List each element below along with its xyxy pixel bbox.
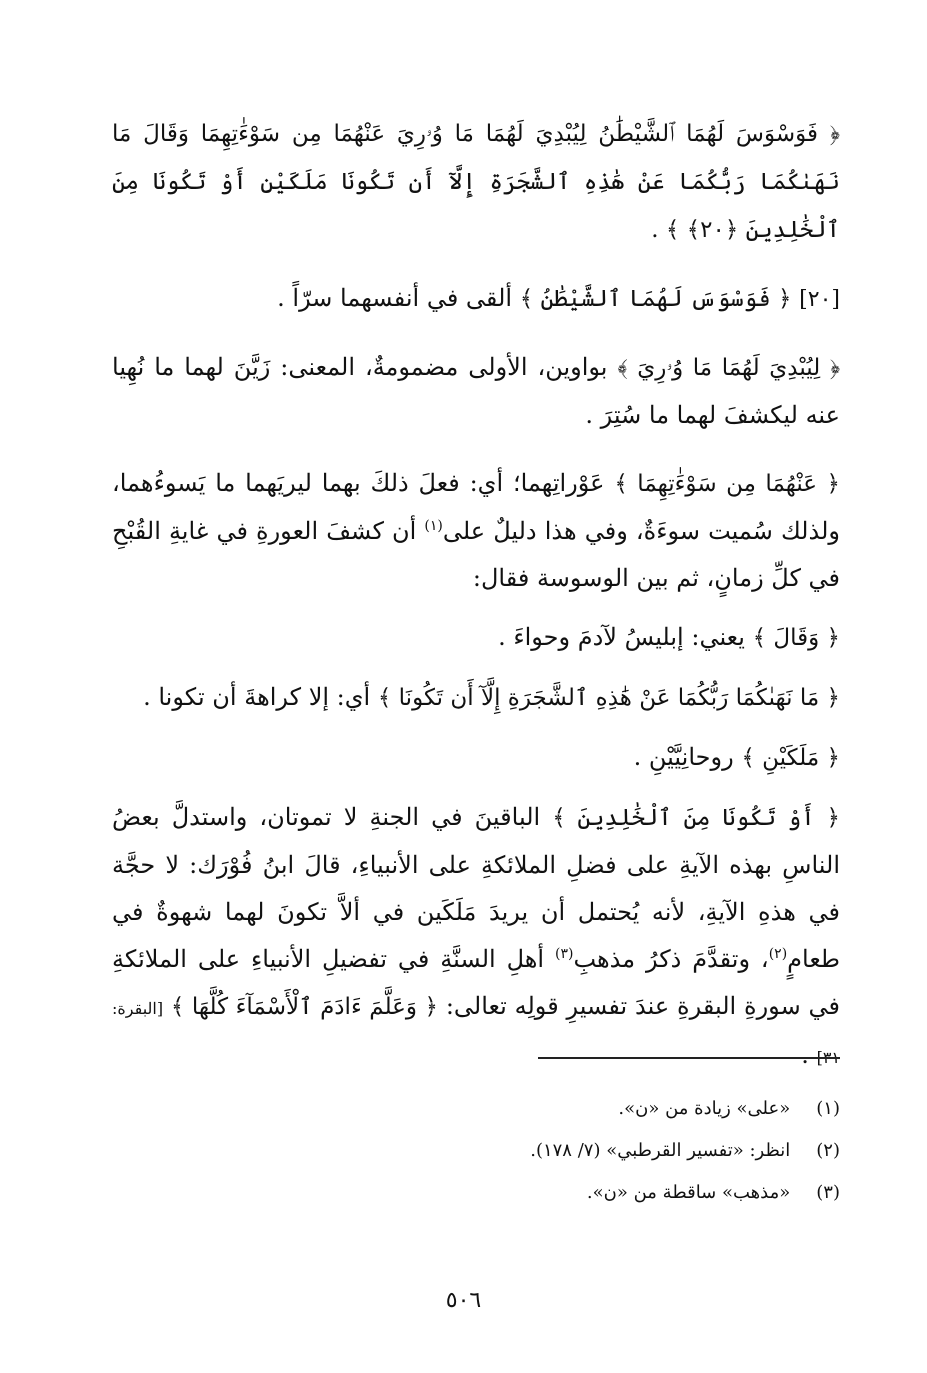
tafsir-paragraph-4 xyxy=(112,614,840,662)
commentary-text: . xyxy=(801,1041,809,1069)
tafsir-paragraph-3 xyxy=(112,460,840,602)
footnote-ref-3: (٣) xyxy=(554,946,574,962)
footnote-divider xyxy=(538,1057,840,1059)
footnote-3 xyxy=(112,1172,840,1214)
commentary-text: أي: إلا كراهةَ أن تكونا . xyxy=(143,683,371,711)
commentary-text: أن كشفَ العورةِ في غايةِ القُبْحِ في كلِّ زمانٍ، ثم بين الوسوسة فقال: xyxy=(112,517,840,592)
tafsir-paragraph-6 xyxy=(112,734,840,782)
footnote-number: (٣) xyxy=(816,1182,840,1203)
footnote-number: (٢) xyxy=(816,1140,840,1161)
commentary-text: يعني: إبليسُ لآدمَ وحواءَ . xyxy=(498,623,745,651)
commentary-text: الباقينَ في الجنةِ لا تموتان، واستدلَّ بعضُ الناسِ بهذه الآيةِ على فضلِ الملائكةِ على الأنبياءِ، قالَ ابنُ فُوْرَك: لا حجَّة في هذهِ الآيةِ، لأنه يُحتمل أن يريدَ مَلَكَين في ألاَّ تكونَ لهما شهوةٌ في طعامٍ xyxy=(112,803,841,973)
footnotes xyxy=(112,1088,840,1214)
footnote-text: انظر: «تفسير القرطبي» (٧/ ١٧٨). xyxy=(530,1140,791,1161)
commentary-text: ، وتقدَّمَ ذكرُ مذهبِ xyxy=(573,945,769,973)
main-text xyxy=(112,110,840,1102)
commentary-text: ألقى في أنفسهما سرّاً . xyxy=(277,284,513,312)
commentary-text: أهلِ السنَّةِ في تفضيلِ الأنبياءِ على الملائكةِ في سورةِ البقرةِ عندَ تفسيرِ قولِه تعالى: xyxy=(112,945,840,1020)
footnote-text: «على» زيادة من «ن». xyxy=(618,1098,791,1119)
commentary-text: بواوين، الأولى مضمومةٌ، المعنى: زَيَّنَ لهما ما نُهِيا عنه ليكشفَ لهما ما سُتِرَ . xyxy=(112,353,840,429)
quran-quote: ﴿ مَا نَهَىٰكُمَا رَبُّكُمَا عَنْ هَٰذِهِ ٱلشَّجَرَةِ إِلَّآ أَن تَكُونَا ﴾ xyxy=(377,685,840,711)
footnote-ref-2: (٢) xyxy=(768,946,788,962)
verse-block xyxy=(112,110,840,254)
footnote-1 xyxy=(112,1088,840,1130)
page-number: ٥٠٦ xyxy=(445,1288,482,1313)
verse-number: [٢٠] xyxy=(799,287,840,312)
tafsir-paragraph-5 xyxy=(112,674,840,722)
quran-quote: ﴿ وَقَالَ ﴾ xyxy=(752,625,840,651)
footnote-2 xyxy=(112,1130,840,1172)
quran-quote: ﴿ وَعَلَّمَ ءَادَمَ ٱلْأَسْمَآءَ كُلَّهَا ﴾ xyxy=(170,994,438,1020)
tafsir-paragraph-1 xyxy=(112,275,840,323)
footnote-number: (١) xyxy=(816,1098,840,1119)
quran-quote: ﴿ فَوَسْوَسَ لَهُمَا ٱلشَّيْطَٰنُ ﴾ xyxy=(519,286,792,312)
quran-quote: ﴿ أَوْ تَكُونَا مِنَ ٱلْخَٰلِدِينَ ﴾ xyxy=(552,805,840,831)
tafsir-paragraph-2 xyxy=(112,344,840,439)
verse-line-1: ﴿ فَوَسْوَسَ لَهُمَا ٱلشَّيْطَٰنُ لِيُبْدِيَ لَهُمَا مَا وُۥرِيَ عَنْهُمَا مِن سَوْءَٰتِهِمَا وَقَالَ مَا xyxy=(112,121,840,147)
verse-line-2: نَهَىٰكُمَا رَبُّكُمَا عَنْ هَٰذِهِ ٱلشَّجَرَةِ إِلَّآ أَن تَكُونَا مَلَكَيْنِ أَوْ تَكُونَا مِنَ ٱلْخَٰلِدِينَ ﴿٢٠﴾ ﴾ . xyxy=(112,169,840,243)
footnote-ref-1: (١) xyxy=(424,518,443,534)
commentary-text: روحانِيَّيْنِ . xyxy=(633,743,734,771)
quran-quote: ﴿ عَنْهُمَا مِن سَوْءَٰتِهِمَا ﴾ xyxy=(614,471,840,497)
quran-quote: ﴿ مَلَكَيْنِ ﴾ xyxy=(741,745,840,771)
surah-citation: [البقرة: ٣١] xyxy=(112,999,840,1067)
quran-quote: ﴿ لِيُبْدِيَ لَهُمَا مَا وُۥرِيَ ﴾ xyxy=(617,355,841,381)
tafsir-paragraph-7 xyxy=(112,794,840,1081)
commentary-text: عَوْراتِهما؛ أي: فعلَ ذلكَ بهما ليريَهما ما يَسوءُهما، ولذلك سُميت سوءَةٌ، وفي هذا دليلٌ على xyxy=(112,469,840,545)
footnote-text: «مذهب» ساقطة من «ن». xyxy=(586,1182,791,1203)
